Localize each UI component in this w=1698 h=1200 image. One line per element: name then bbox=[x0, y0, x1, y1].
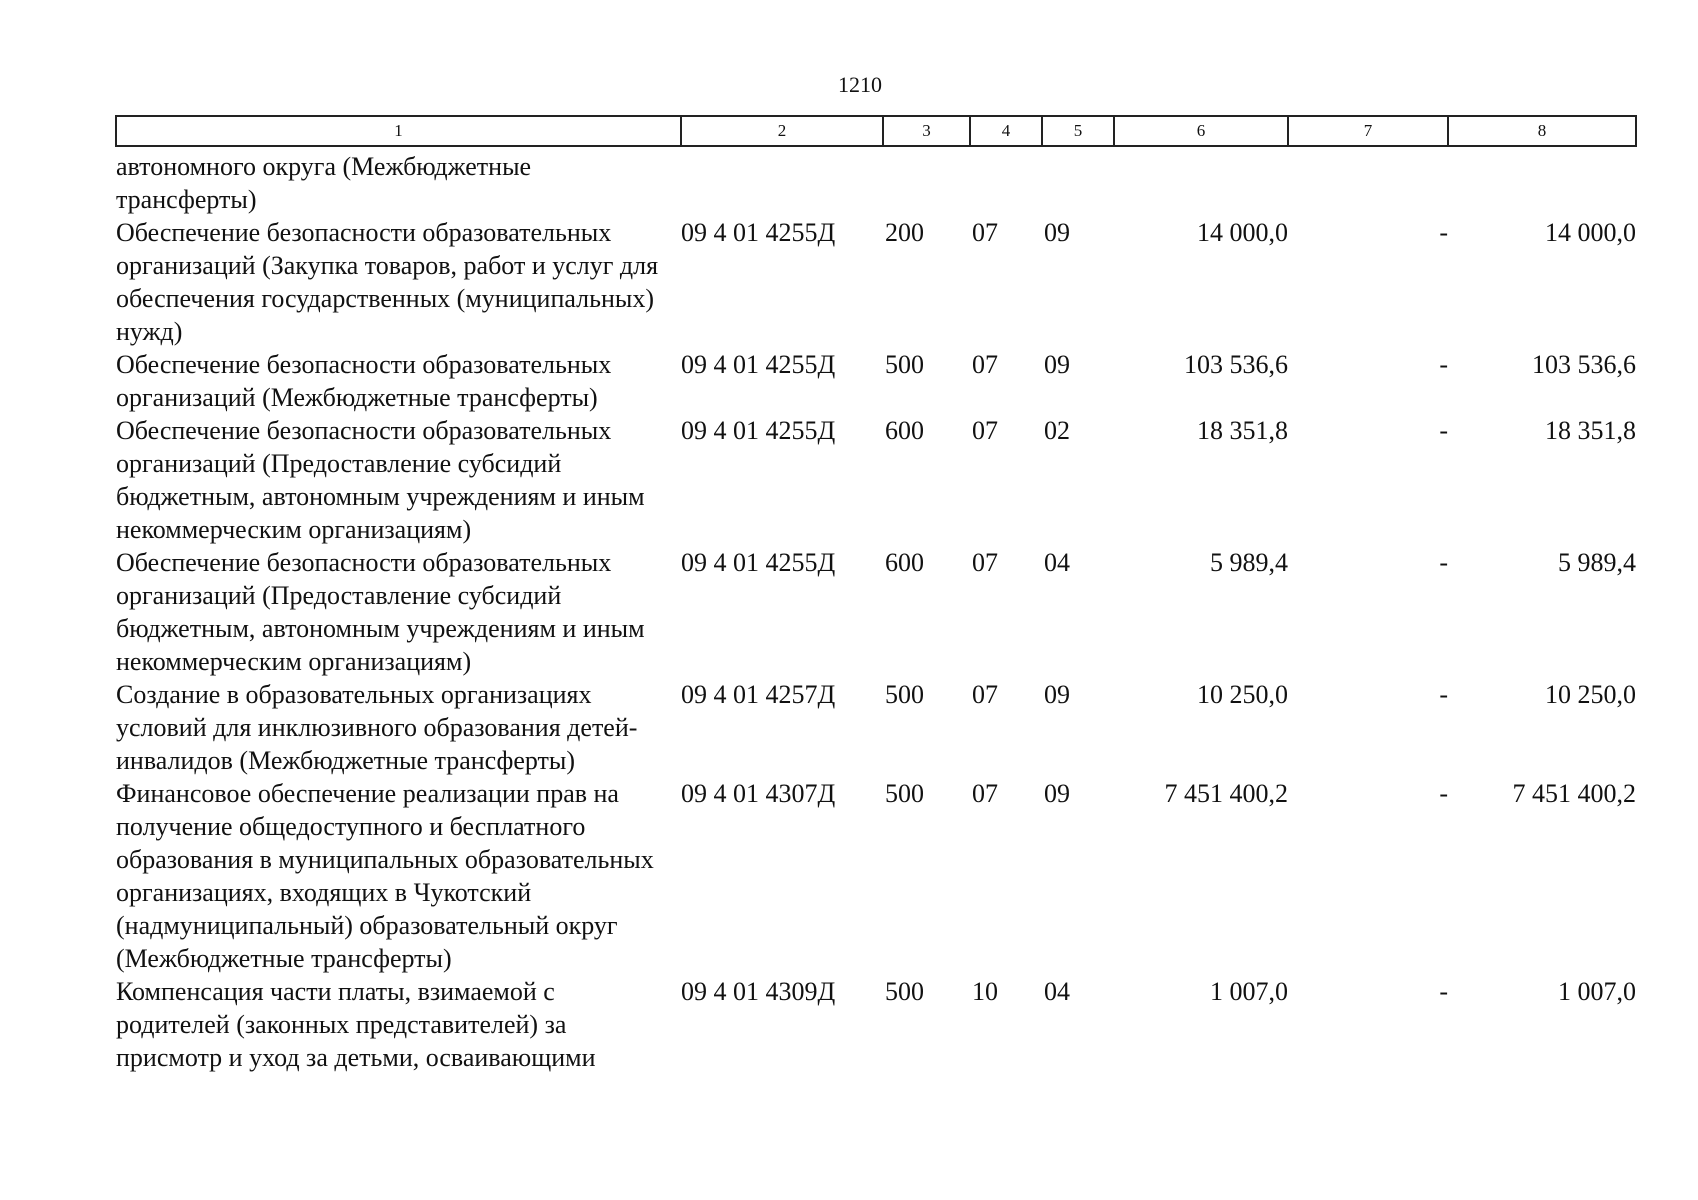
row-change: - bbox=[1439, 218, 1448, 247]
row-subsection: 09 bbox=[1044, 350, 1070, 379]
row-total: 5 989,4 bbox=[1558, 548, 1636, 577]
row-total: 103 536,6 bbox=[1532, 350, 1636, 379]
row-target-code: 09 4 01 4255Д bbox=[681, 350, 836, 379]
row-total: 10 250,0 bbox=[1545, 680, 1636, 709]
table-row bbox=[116, 216, 1636, 348]
row-subsection: 09 bbox=[1044, 779, 1070, 808]
budget-table bbox=[115, 115, 1637, 1074]
column-header-6: 6 bbox=[1114, 116, 1288, 146]
row-name: Обеспечение безопасности образовательных организаций (Закупка товаров, работ и услуг для обеспечения государственных (муниципальных) нужд) bbox=[116, 218, 659, 346]
row-section: 07 bbox=[972, 548, 998, 577]
row-sum: 14 000,0 bbox=[1197, 218, 1288, 247]
row-name: Финансовое обеспечение реализации прав на получение общедоступного и бесплатного образования в муниципальных образовательных организациях, входящих в Чукотский (надмуниципальный) образовательный округ (Межбюджетные трансферты) bbox=[116, 779, 654, 973]
row-expense-type: 600 bbox=[885, 548, 924, 577]
row-change: - bbox=[1439, 977, 1448, 1006]
row-sum bbox=[1114, 146, 1288, 216]
row-sum: 103 536,6 bbox=[1184, 350, 1288, 379]
row-section: 07 bbox=[972, 350, 998, 379]
row-target-code: 09 4 01 4255Д bbox=[681, 548, 836, 577]
row-name: Компенсация части платы, взимаемой с родителей (законных представителей) за присмотр и уход за детьми, осваивающими bbox=[116, 977, 596, 1072]
row-subsection: 09 bbox=[1044, 218, 1070, 247]
row-name: автономного округа (Межбюджетные трансферты) bbox=[116, 152, 532, 214]
row-expense-type: 500 bbox=[885, 680, 924, 709]
row-target-code: 09 4 01 4307Д bbox=[681, 779, 836, 808]
row-section: 07 bbox=[972, 218, 998, 247]
row-section: 07 bbox=[972, 416, 998, 445]
row-sum: 18 351,8 bbox=[1197, 416, 1288, 445]
row-expense-type: 600 bbox=[885, 416, 924, 445]
row-total: 1 007,0 bbox=[1558, 977, 1636, 1006]
row-name: Создание в образовательных организациях условий для инклюзивного образования детей-инвалидов (Межбюджетные трансферты) bbox=[116, 680, 638, 775]
column-header-1: 1 bbox=[116, 116, 681, 146]
row-expense-type: 500 bbox=[885, 779, 924, 808]
column-header-8: 8 bbox=[1448, 116, 1636, 146]
row-expense-type: 500 bbox=[885, 977, 924, 1006]
row-section bbox=[970, 146, 1042, 216]
row-section: 07 bbox=[972, 779, 998, 808]
table-row bbox=[116, 777, 1636, 975]
row-total bbox=[1448, 146, 1636, 216]
column-header-7: 7 bbox=[1288, 116, 1448, 146]
column-number-header-row bbox=[116, 116, 1636, 146]
row-subsection bbox=[1042, 146, 1114, 216]
row-subsection: 04 bbox=[1044, 548, 1070, 577]
row-change: - bbox=[1439, 680, 1448, 709]
page-number: 1210 bbox=[838, 72, 882, 97]
row-expense-type: 200 bbox=[885, 218, 924, 247]
table-row bbox=[116, 414, 1636, 546]
row-change: - bbox=[1439, 350, 1448, 379]
row-subsection: 09 bbox=[1044, 680, 1070, 709]
row-expense-type bbox=[883, 146, 970, 216]
table-row bbox=[116, 348, 1636, 414]
table-row bbox=[116, 678, 1636, 777]
row-subsection: 04 bbox=[1044, 977, 1070, 1006]
row-expense-type: 500 bbox=[885, 350, 924, 379]
row-name: Обеспечение безопасности образовательных организаций (Межбюджетные трансферты) bbox=[116, 350, 612, 412]
row-name: Обеспечение безопасности образовательных организаций (Предоставление субсидий бюджетным, автономным учреждениям и иным некоммерческим организациям) bbox=[116, 548, 645, 676]
row-sum: 10 250,0 bbox=[1197, 680, 1288, 709]
row-total: 7 451 400,2 bbox=[1512, 779, 1636, 808]
row-name: Обеспечение безопасности образовательных организаций (Предоставление субсидий бюджетным, автономным учреждениям и иным некоммерческим организациям) bbox=[116, 416, 645, 544]
row-section: 10 bbox=[972, 977, 998, 1006]
row-total: 18 351,8 bbox=[1545, 416, 1636, 445]
column-header-5: 5 bbox=[1042, 116, 1114, 146]
column-header-3: 3 bbox=[883, 116, 970, 146]
table-row bbox=[116, 146, 1636, 216]
row-total: 14 000,0 bbox=[1545, 218, 1636, 247]
row-target-code: 09 4 01 4255Д bbox=[681, 218, 836, 247]
row-change: - bbox=[1439, 548, 1448, 577]
row-sum: 5 989,4 bbox=[1210, 548, 1288, 577]
row-target-code: 09 4 01 4255Д bbox=[681, 416, 836, 445]
row-subsection: 02 bbox=[1044, 416, 1070, 445]
row-sum: 7 451 400,2 bbox=[1164, 779, 1288, 808]
row-target-code: 09 4 01 4257Д bbox=[681, 680, 836, 709]
row-target-code: 09 4 01 4309Д bbox=[681, 977, 836, 1006]
column-header-4: 4 bbox=[970, 116, 1042, 146]
row-target-code bbox=[681, 146, 883, 216]
table-row bbox=[116, 546, 1636, 678]
row-change: - bbox=[1439, 416, 1448, 445]
row-change: - bbox=[1439, 779, 1448, 808]
row-section: 07 bbox=[972, 680, 998, 709]
table-row bbox=[116, 975, 1636, 1074]
row-change bbox=[1288, 146, 1448, 216]
column-header-2: 2 bbox=[681, 116, 883, 146]
row-sum: 1 007,0 bbox=[1210, 977, 1288, 1006]
